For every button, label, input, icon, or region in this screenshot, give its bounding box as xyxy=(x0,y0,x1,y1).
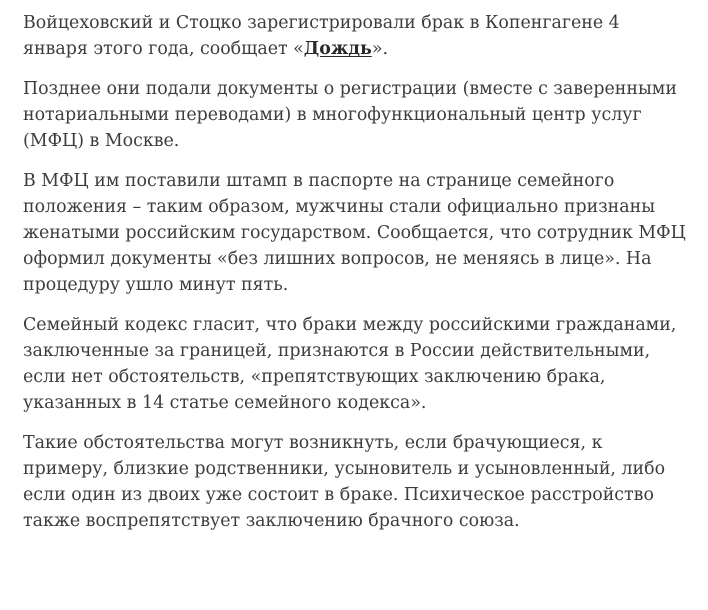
paragraph-1-text-after: ». xyxy=(371,39,388,59)
paragraph-documents-mfc: Позднее они подали документы о регистрации (вместе с заверенными нотариальными переводами) в многофункциональный центр услуг (МФЦ) в Москве. xyxy=(23,79,677,151)
paragraph-1-text-before: Войцеховский и Стоцко зарегистрировали брак в Копенгагене 4 января этого года, сообщает « xyxy=(23,13,620,59)
paragraph-passport-stamp: В МФЦ им поставили штамп в паспорте на странице семейного положения – таким образом, мужчины стали официально признаны женатыми российским государством. Сообщается, что сотрудник МФЦ оформил документы «без лишних вопросов, не меняясь в лице». На процедуру ушло минут пять. xyxy=(23,171,686,295)
source-link-dozhd[interactable]: Дождь xyxy=(303,39,372,59)
paragraph-marriage-copenhagen xyxy=(23,10,690,62)
paragraph-circumstances: Такие обстоятельства могут возникнуть, если брачующиеся, к примеру, близкие родственники, усыновитель и усыновленный, либо если один из двоих уже состоит в браке. Психическое расстройство также воспрепятствует заключению брачного союза. xyxy=(23,433,666,531)
paragraph-family-code: Семейный кодекс гласит, что браки между российскими гражданами, заключенные за границей, признаются в России действительными, если нет обстоятельств, «препятствующих заключению брака, указанных в 14 статье семейного кодекса». xyxy=(23,315,677,413)
